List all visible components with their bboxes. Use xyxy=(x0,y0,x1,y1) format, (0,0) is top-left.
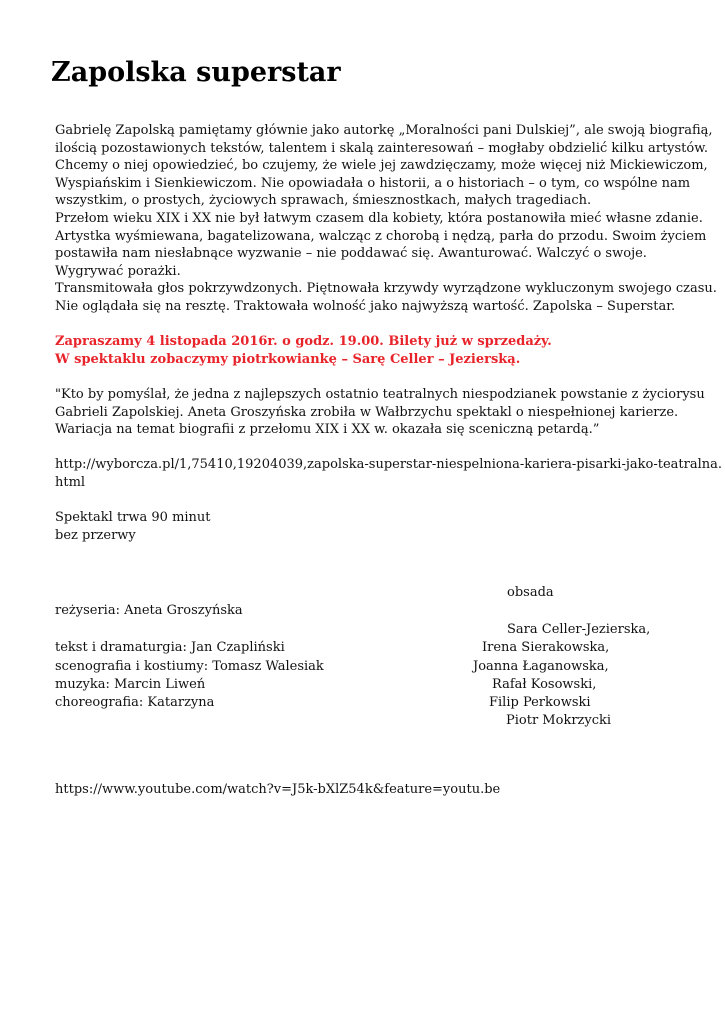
cast-heading: obsada xyxy=(507,585,554,600)
quote-line: Wariacja na temat biografii z przełomu XIX i XX w. okazała się sceniczną petardą.” xyxy=(55,422,600,438)
article-body xyxy=(55,122,722,544)
cast-member: Rafał Kosowski, xyxy=(492,677,597,692)
credit-music: muzyka: Marcin Liweń xyxy=(55,677,206,692)
duration-line: bez przerwy xyxy=(55,527,136,543)
cast-member: Filip Perkowski xyxy=(489,695,591,710)
intro-line: ilością pozostawionych tekstów, talentem i skalą zainteresowań – mogłaby obdzielić kilku artystów. xyxy=(55,140,708,156)
intro-line: Gabrielę Zapolską pamiętamy głównie jako autorkę „Moralności pani Dulskiej”, ale swoją biografią, xyxy=(55,123,713,138)
duration-info xyxy=(55,509,680,544)
cast-member: Joanna Łaganowska, xyxy=(473,659,609,674)
cast-member: Sara Celler-Jezierska, xyxy=(507,622,651,637)
invitation-paragraph xyxy=(55,333,680,368)
review-quote xyxy=(55,386,705,439)
duration-line: Spektakl trwa 90 minut xyxy=(55,510,211,526)
credit-direction: reżyseria: Aneta Groszyńska xyxy=(55,603,243,618)
intro-line: wszystkim, o prostych, życiowych sprawach, śmiesznostkach, małych tragediach. xyxy=(55,193,592,209)
intro-line: Wygrywać porażki. xyxy=(55,263,181,279)
credit-choreography: choreografia: Katarzyna xyxy=(55,695,215,710)
page-title: Zapolska superstar xyxy=(51,57,341,88)
invitation-line: W spektaklu zobaczymy piotrkowiankę – Sarę Celler – Jezierską. xyxy=(55,351,521,367)
intro-line: Transmitowała głos pokrzywdzonych. Piętnowała krzywdy wyrządzone wykluczonym swojego czasu. xyxy=(55,281,717,297)
intro-line: Chcemy o niej opowiedzieć, bo czujemy, że wiele jej zawdzięczamy, może więcej niż Mickiewiczom, xyxy=(55,158,708,174)
credit-text: tekst i dramaturgia: Jan Czapliński xyxy=(55,640,285,655)
youtube-link[interactable]: https://www.youtube.com/watch?v=J5k-bXlZ54k&feature=youtu.be xyxy=(55,782,501,797)
invitation-line: Zapraszamy 4 listopada 2016r. o godz. 19.00. Bilety już w sprzedaży. xyxy=(55,334,552,350)
intro-line: postawiła nam niesłabnące wyzwanie – nie poddawać się. Awanturować. Walczyć o swoje. xyxy=(55,246,647,262)
cast-member: Piotr Mokrzycki xyxy=(506,713,612,728)
quote-line: "Kto by pomyślał, że jedna z najlepszych ostatnio teatralnych niespodzianek powstanie z życiorysu xyxy=(55,386,705,402)
article-link[interactable] xyxy=(55,456,722,491)
article-link-line[interactable]: html xyxy=(55,474,86,490)
quote-line: Gabrieli Zapolskiej. Aneta Groszyńska zrobiła w Wałbrzychu spektakl o niespełnionej karierze. xyxy=(55,404,679,420)
intro-line: Artystka wyśmiewana, bagatelizowana, walcząc z chorobą i nędzą, parła do przodu. Swoim życiem xyxy=(55,228,707,244)
cast-member: Irena Sierakowska, xyxy=(482,640,610,655)
credit-design: scenografia i kostiumy: Tomasz Walesiak xyxy=(55,659,324,674)
intro-line: Przełom wieku XIX i XX nie był łatwym czasem dla kobiety, która postanowiła mieć własne zdanie. xyxy=(55,210,703,226)
intro-line: Wyspiańskim i Sienkiewiczom. Nie opowiadała o historii, a o historiach – o tym, co wspólne nam xyxy=(55,175,691,191)
intro-paragraph xyxy=(55,122,717,316)
credits-section xyxy=(55,584,675,734)
intro-line: Nie oglądała się na resztę. Traktowała wolność jako najwyższą wartość. Zapolska – Superstar. xyxy=(55,298,676,314)
article-link-line[interactable]: http://wyborcza.pl/1,75410,19204039,zapolska-superstar-niespelniona-kariera-pisarki-jako-teatralna. xyxy=(55,457,722,473)
